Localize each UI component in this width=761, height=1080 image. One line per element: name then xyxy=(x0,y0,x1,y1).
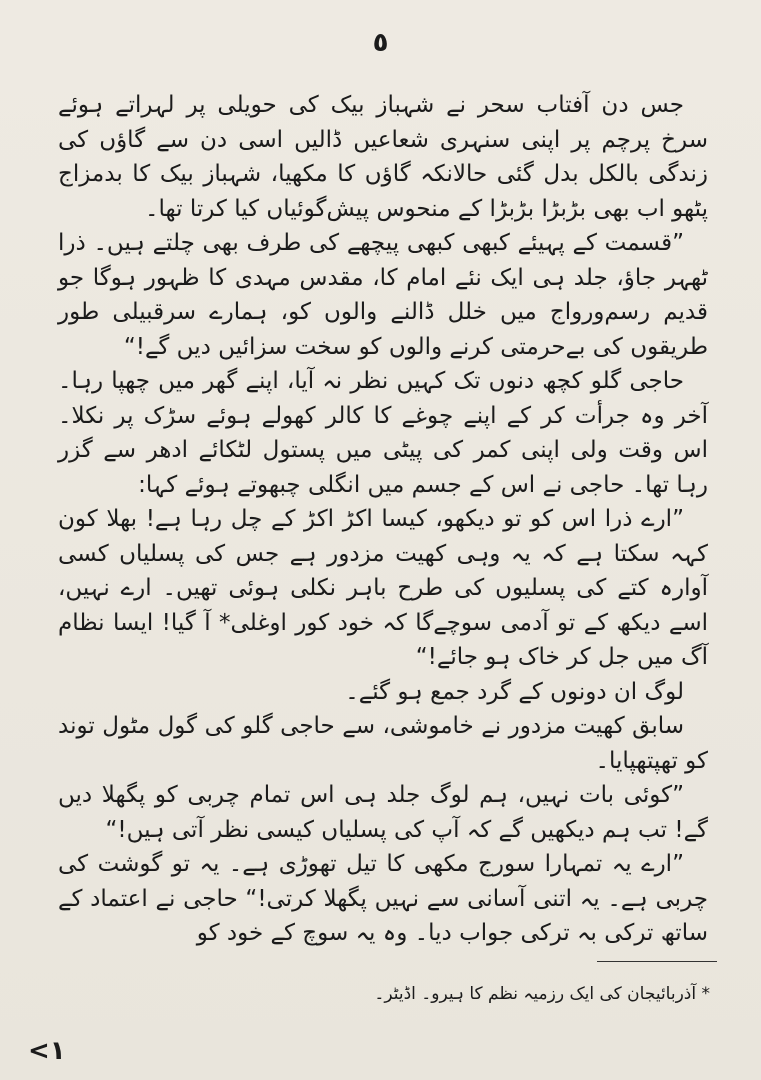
paragraph-5: لوگ ان دونوں کے گرد جمع ہو گئے۔ xyxy=(345,678,684,705)
paragraph-7: ”کوئی بات نہیں، ہم لوگ جلد ہی اس تمام چربی کو پگھلا دیں گے! تب ہم دیکھیں گے کہ آپ کی پسلیاں کیسی نظر آتی ہیں!“ xyxy=(58,782,708,843)
body-text xyxy=(58,88,708,951)
page-number-top: ٥ xyxy=(372,28,389,58)
footnote: * آذربائیجان کی ایک رزمیہ نظم کا ہیرو۔ اڈیٹر۔ xyxy=(374,984,710,1004)
paragraph-4: ”ارے ذرا اس کو تو دیکھو، کیسا اکڑ اکڑ کے چل رہا ہے! بھلا کون کہہ سکتا ہے کہ یہ وہی کھیت مزدور ہے جس کی پسلیاں کسی آوارہ کتے کی پسلیوں کی طرح باہر نکلی ہوئی تھیں۔ ارے نہیں، اسے دیکھ کے تو آدمی سوچےگا کہ خود کور اوغلی* آ گیا! ایسا نظام آگ میں جل کر خاک ہو جائے!“ xyxy=(58,506,708,670)
paragraph-3: حاجی گلو کچھ دنوں تک کہیں نظر نہ آیا، اپنے گھر میں چھپا رہا۔ آخر وہ جرأت کر کے اپنے چوغے کا کالر کھولے ہوئے سڑک پر نکلا۔ اس وقت ولی اپنی کمر کی پیٹی میں پستول لٹکائے ادھر سے گزر رہا تھا۔ حاجی نے اس کے جسم میں انگلی چبھوتے ہوئے کہا: xyxy=(58,368,708,498)
footnote-divider xyxy=(597,961,717,962)
page-number-bottom: <١ xyxy=(28,1036,66,1066)
paragraph-1: جس دن آفتاب سحر نے شہباز بیک کی حویلی پر لہراتے ہوئے سرخ پرچم پر اپنی سنہری شعاعیں ڈالیں اسی دن سے گاؤں کی زندگی بالکل بدل گئی حالانکہ گاؤں کا مکھیا، شہباز بیک کا بدمزاج پٹھو اب بھی بڑبڑا بڑبڑا کے منحوس پیش‌گوئیاں کیا کرتا تھا۔ xyxy=(58,92,708,222)
paragraph-8: ”ارے یہ تمہارا سورج مکھی کا تیل تھوڑی ہے۔ یہ تو گوشت کی چربی ہے۔ یہ اتنی آسانی سے نہیں پگھلا کرتی!“ حاجی نے اعتماد کے ساتھ ترکی بہ ترکی جواب دیا۔ وہ یہ سوچ کے خود کو xyxy=(58,851,708,946)
paragraph-6: سابق کھیت مزدور نے خاموشی، سے حاجی گلو کی گول مٹول توند کو تھپتھپایا۔ xyxy=(58,713,708,774)
paragraph-2: ”قسمت کے پہیئے کبھی کبھی پیچھے کی طرف بھی چلتے ہیں۔ ذرا ٹھہر جاؤ، جلد ہی ایک نئے امام کا، مقدس مہدی کا ظہور ہوگا جو قدیم رسم‌ورواج میں خلل ڈالنے والوں کو، ہمارے سرقبیلی طور طریقوں کی بےحرمتی کرنے والوں کو سخت سزائیں دیں گے!“ xyxy=(58,230,708,360)
